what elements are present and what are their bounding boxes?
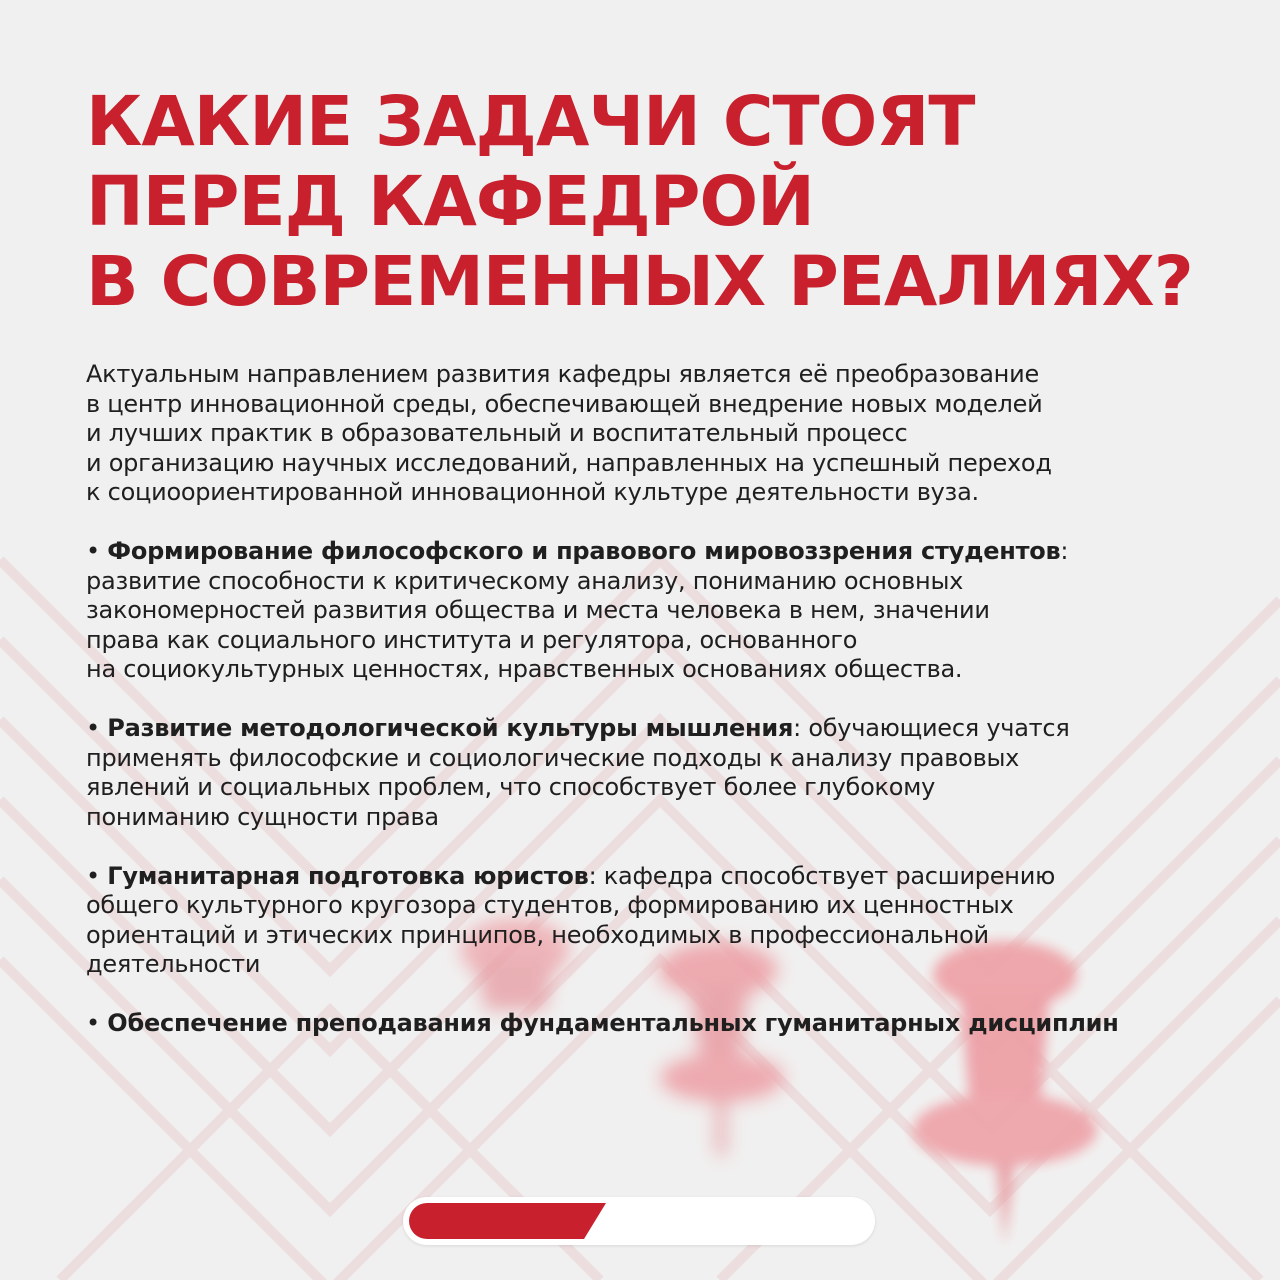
bullet-rest: : обучающиеся учатся — [793, 714, 1070, 742]
bullet-heading: Обеспечение преподавания фундаментальных гуманитарных дисциплин — [107, 1009, 1119, 1037]
title-line-2: ПЕРЕД КАФЕДРОЙ — [86, 162, 814, 242]
slide-title — [86, 82, 1246, 322]
bullet-line: права как социального института и регулятора, основанного — [86, 625, 858, 654]
title-line-1: КАКИЕ ЗАДАЧИ СТОЯТ — [86, 82, 975, 162]
bullet-first-line — [86, 714, 1246, 744]
bullet-line: пониманию сущности права — [86, 802, 439, 831]
progress-fill — [409, 1203, 584, 1239]
bullet-fundamental-disciplines — [86, 1009, 1246, 1039]
bullet-heading: Формирование философского и правового мировоззрения студентов — [107, 537, 1061, 565]
bullet-heading: Развитие методологической культуры мышления — [107, 714, 794, 742]
bullet-rest: : кафедра способствует расширению — [588, 861, 1056, 890]
slide-content — [86, 82, 1246, 1039]
bullet-first-line — [86, 862, 1246, 892]
bullet-marker: • — [86, 537, 100, 565]
bullet-heading: Гуманитарная подготовка юристов — [107, 861, 589, 890]
bullet-marker: • — [86, 861, 100, 890]
bullet-worldview — [86, 537, 1246, 685]
intro-line: и лучших практик в образовательный и воспитательный процесс — [86, 419, 908, 447]
bullet-methodology — [86, 714, 1246, 832]
bullet-line: явлений и социальных проблем, что способствует более глубокому — [86, 773, 936, 801]
bullet-humanitarian-training — [86, 862, 1246, 980]
bullet-first-line — [86, 1009, 1246, 1039]
bullet-line: общего культурного кругозора студентов, формированию их ценностных — [86, 891, 1014, 919]
bullet-line: развитие способности к критическому анализу, пониманию основных — [86, 566, 964, 595]
intro-line: Актуальным направлением развития кафедры является её преобразование — [86, 360, 1039, 388]
intro-paragraph — [86, 360, 1246, 508]
intro-line: в центр инновационной среды, обеспечивающей внедрение новых моделей — [86, 389, 1043, 418]
bullet-first-line — [86, 537, 1246, 567]
bullet-line: ориентаций и этических принципов, необходимых в профессиональной — [86, 920, 989, 949]
slide-progress-bar — [403, 1197, 875, 1245]
bullet-rest: : — [1060, 537, 1069, 565]
bullet-marker: • — [86, 1009, 100, 1037]
bullet-line: на социокультурных ценностях, нравственных основаниях общества. — [86, 655, 963, 683]
bullet-line: закономерностей развития общества и места человека в нем, значении — [86, 596, 990, 624]
bullet-marker: • — [86, 714, 100, 742]
title-line-3: В СОВРЕМЕННЫХ РЕАЛИЯХ? — [86, 242, 1193, 322]
intro-line: и организацию научных исследований, направленных на успешный переход — [86, 448, 1052, 477]
intro-line: к социоориентированной инновационной культуре деятельности вуза. — [86, 478, 979, 506]
bullet-line: применять философские и социологические подходы к анализу правовых — [86, 743, 1020, 772]
bullet-line: деятельности — [86, 950, 261, 978]
